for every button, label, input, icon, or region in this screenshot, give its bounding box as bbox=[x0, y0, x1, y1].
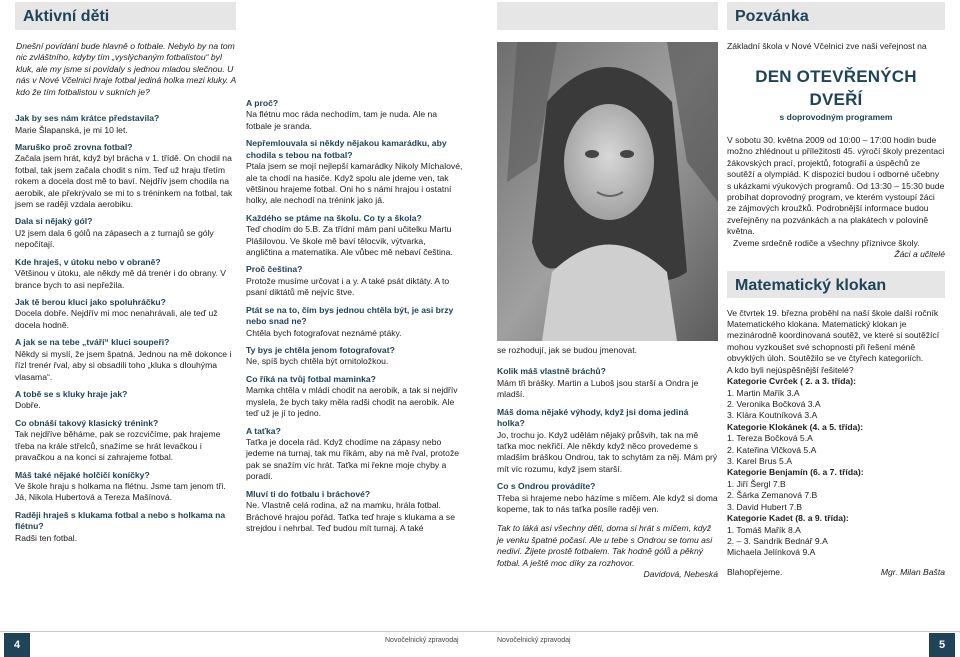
continued-text: se rozhodují, jak se budou jmenovat. bbox=[497, 345, 637, 355]
third-column bbox=[497, 345, 718, 581]
answer: Většinou v útoku, ale někdy mě dá trenér i do obrany. V brance bych to asi nepřežila. bbox=[15, 268, 226, 290]
answer: Marie Šlapanská, je mi 10 let. bbox=[15, 124, 128, 135]
author-signature: Mgr. Milan Bašta bbox=[880, 566, 945, 577]
question: Máš také nějaké holčičí koníčky? bbox=[15, 469, 150, 480]
footer-zpravodaj-right: Novočelnický zpravodaj bbox=[497, 637, 571, 644]
klokan-question: A kdo byli nejúspěšnější řešitelé? bbox=[727, 364, 854, 375]
closing-line bbox=[727, 567, 945, 581]
invite-line: Zveme srdečně rodiče a všechny příznivce školy. bbox=[733, 237, 920, 248]
question: Maruško proč zrovna fotbal? bbox=[15, 141, 133, 152]
klokan-intro: Ve čtvrtek 19. března proběhl na naší škole další ročník Matematického klokana. Matematický klokan je mezinárodně koordinovaná soutěž, ve které si soutěžící mohou vyzkoušet své schopnosti při řešení méně obvyklých úloh. Soutěžilo se ve čtyřech kategoriích. bbox=[727, 307, 940, 364]
interview-left bbox=[15, 113, 236, 544]
question: Dala si nějaký gól? bbox=[15, 216, 93, 227]
open-day-title: DEN OTEVŘENÝCH DVEŘÍ bbox=[755, 67, 917, 110]
question: Jak tě berou kluci jako spoluhráčku? bbox=[15, 297, 166, 308]
section-header-klokan: Matematický klokan bbox=[727, 271, 945, 298]
answer: Docela dobře. Nejdřív mi moc nenahrávali, ale teď už docela hodně. bbox=[15, 308, 218, 330]
list-item: 1. Tereza Bočková 5.A bbox=[727, 433, 813, 444]
list-item: 1. Jiří Šergl 7.B bbox=[727, 478, 786, 489]
section-header-pozvanka: Pozvánka bbox=[727, 2, 945, 30]
left-column bbox=[15, 0, 236, 550]
category-name: Kategorie Cvrček ( 2. a 3. třída): bbox=[727, 376, 856, 387]
question: A taťka? bbox=[246, 425, 281, 436]
list-item: 2. Veronika Bočková 3.A bbox=[727, 398, 821, 409]
congrats-text: Blahopřejeme. bbox=[727, 566, 783, 577]
question: Kolik máš vlastně bráchů? bbox=[497, 366, 606, 377]
answer: Ne, spíš bych chtěla být ornitoložkou. bbox=[246, 356, 389, 367]
question: A tobě se s kluky hraje jak? bbox=[15, 388, 128, 399]
list-item: 2. Kateřina Vlčková 5.A bbox=[727, 444, 817, 455]
category-name: Kategorie Benjamín (6. a 7. třída): bbox=[727, 467, 864, 478]
question: A jak se na tebe „tváří“ kluci soupeři? bbox=[15, 337, 170, 348]
answer: Na flétnu moc ráda nechodím, tam je nuda. Ale na fotbale je sranda. bbox=[246, 109, 438, 131]
right-column bbox=[727, 0, 945, 581]
answer: Ptala jsem se mojí nejlepší kamarádky Nikoly Míchalové, ale ta chodí na hasiče. Když spolu ale jdeme ven, tak většinou hrajeme fotbal. Oni ho s námi hrajou i ostatní holky, ale nechodí na trénink jako já. bbox=[246, 161, 463, 206]
question: A proč? bbox=[246, 98, 279, 108]
question: Mluví ti do fotbalu i bráchové? bbox=[246, 488, 371, 499]
answer: Chtěla bych fotografovat neznámé ptáky. bbox=[246, 327, 402, 338]
question: Proč čeština? bbox=[246, 264, 303, 275]
question: Jak by ses nám krátce představila? bbox=[15, 113, 160, 124]
list-item: 1. Tomáš Mařík 8.A bbox=[727, 524, 801, 535]
footer-zpravodaj-left: Novočelnický zpravodaj bbox=[385, 637, 459, 644]
answer: Někdy si myslí, že jsem špatná. Jednou na mě dokonce i řízl trenér řval, aby si obsadili toho „kluka s dlouhýma vlasama“. bbox=[15, 348, 232, 382]
answer: Třeba si hrajeme nebo házíme s míčem. Ale když si doma kopeme, tak to nás taťka posíle raději ven. bbox=[497, 492, 718, 515]
answer: Ne. Vlastně celá rodina, až na mamku, hrála fotbal. Bráchové hrajou pořád. Taťka teď hraje s klukama a se strejdou i nehrbal. Teď budou mít turnaj. A také bbox=[246, 500, 455, 533]
page-footer bbox=[0, 631, 960, 657]
question: Kde hraješ, v útoku nebo v obraně? bbox=[15, 256, 161, 267]
page-number-right: 5 bbox=[929, 633, 955, 657]
answer: Začala jsem hrát, když byl brácha v 1. třídě. On chodil na fotbal, tak jsem začala chodit s ním. Teď už hraju třetím rokem a docela dost mě to baví. Nejdřív jsem chodila na aerobik, ale překrývalo se mi to s tréninkem na fotbal, tak jsem se raději vzdala aerobiku. bbox=[15, 153, 233, 210]
question: Ptát se na to, čím bys jednou chtěla být, je asi brzy nebo snad ne? bbox=[246, 304, 454, 327]
question: Co říká na tvůj fotbal maminka? bbox=[246, 373, 376, 384]
answer: Taťka je docela rád. Když chodíme na zápasy nebo jedeme na turnaj, tak mu říkám, aby na mě řval, protože pak se snažím víc hrát. Taťka mi řekne moje chyby a poradí. bbox=[246, 436, 460, 482]
list-item: 3. David Hubert 7.B bbox=[727, 501, 802, 512]
answer: Ve škole hraju s holkama na flétnu. Jsme tam jenom tři. Já, Nikola Hubertová a Tereza Mašínová. bbox=[15, 480, 226, 503]
outro-text: Tak to láká asi všechny děti, doma si hrát s míčem, když je venku špatné počasí. Ale u tebe s Ondrou se tomu asi nediví. Žijete prostě fotbalem. Tak hodně gólů a pěkný fotbal. A ještě moc díky za rozhovor. bbox=[497, 523, 713, 568]
open-day-subtitle: s doprovodným programem bbox=[779, 111, 893, 122]
answer: Radši ten fotbal. bbox=[15, 532, 78, 543]
answer: Protože musíme určovat i a y. A také psát diktáty. A to psaní diktátů mě nejvíc štve. bbox=[246, 275, 450, 298]
answer: Tak nejdříve běháme, pak se rozcvičíme, pak hrajeme třeba na krále střelců, snažíme se hrát levačkou i pravačkou a na konci si zahrajeme fotbal. bbox=[15, 429, 221, 463]
photo-header-bar bbox=[497, 2, 718, 30]
list-item: 2. – 3. Sandrik Bednář 9.A bbox=[727, 536, 828, 547]
answer: Mám tři brášky. Martin a Luboš jsou starší a Ondra je mladší. bbox=[497, 377, 699, 400]
open-day-body: V sobotu 30. května 2009 od 10:00 – 17:00 hodin bude možno zhlédnout u příležitosti 45. výročí školy prezentaci žákovských prací, projektů, fotografií a úspěchů ze soutěží a olympiád. K dispozici budou i odborné učebny s ukázkami výukových programů. Od 13:30 – 15:30 bude probíhat doprovodný program, ve kterém vystoupí žáci ze zájmových kroužků. Podrobnější informace budou zveřejněny na pozvánkách a na plakátech v polovině května. bbox=[727, 134, 945, 237]
answer: Už jsem dala 6 gólů na zápasech a z turnajů se góly nepočítají. bbox=[15, 227, 214, 250]
intro-text: Dnešní povídání bude hlavně o fotbale. Nebylo by na tom nic zvláštního, kdyby tím „vyslýchaným fotbalistou“ byl kluk, ale my jsme si povídaly s jednou mladou slečnou. U nás v Nové Včelnici hraje fotbal jediná holka mezi kluky. A kdo že tím fotbalistou v sukních je? bbox=[16, 41, 236, 97]
page-number-left: 4 bbox=[4, 633, 30, 657]
question: Ty bys je chtěla jenom fotografovat? bbox=[246, 345, 395, 356]
school-line: Základní škola v Nové Včelnici zve naši veřejnost na bbox=[727, 41, 927, 51]
answer: Mamka chtěla v mládí chodit na aerobik, a tak si nejdřív myslela, že bych taky měla radši chodit na aerobik. Ale teď už je jí to jedno. bbox=[246, 385, 458, 419]
list-item: 3. Klára Koutníková 3.A bbox=[727, 410, 818, 421]
answer: Jo, trochu jo. Když udělám nějaký průšvih, tak na mě taťka moc nekřičí. Ale někdy když něco provedeme s mladším bráškou Ondrou, tak to schytám za něj. Mám prý mít víc rozumu, když jsem starší. bbox=[497, 429, 718, 474]
list-item: 1. Martin Mařík 3.A bbox=[727, 387, 800, 398]
article-signature: Davidová, Nebeská bbox=[643, 569, 718, 580]
category-name: Kategorie Klokánek (4. a 5. třída): bbox=[727, 421, 864, 432]
girl-portrait-image bbox=[497, 42, 718, 341]
question: Máš doma nějaké výhody, když jsi doma jediná holka? bbox=[497, 406, 689, 429]
answer: Teď chodím do 5.B. Za třídní mám paní učitelku Martu Plášilovou. Ve škole mě baví tělocvik, výtvarka, angličtina a matematika. Ale vůbec mě nebaví čeština. bbox=[246, 224, 453, 258]
question: Co s Ondrou provádíte? bbox=[497, 481, 596, 492]
category-name: Kategorie Kadet (8. a 9. třída): bbox=[727, 513, 849, 524]
question: Nepřemlouvala si někdy nějakou kamarádku, aby chodila s tebou na fotbal? bbox=[246, 138, 447, 160]
question: Raději hraješ s klukama fotbal a nebo s holkama na flétnu? bbox=[15, 509, 226, 532]
middle-column bbox=[246, 98, 464, 540]
invite-signature: Žáci a učitelé bbox=[894, 249, 945, 260]
question: Každého se ptáme na školu. Co ty a škola? bbox=[246, 212, 422, 223]
section-header: Aktivní děti bbox=[15, 2, 236, 30]
list-item: 3. Karel Brus 5.A bbox=[727, 456, 792, 467]
list-item: 2. Šárka Zemanová 7.B bbox=[727, 490, 818, 501]
answer: Dobře. bbox=[15, 400, 41, 411]
category-list bbox=[727, 376, 945, 559]
question: Co obnáší takový klasický trénink? bbox=[15, 417, 159, 428]
portrait-photo bbox=[497, 42, 718, 341]
list-item: Michaela Jelínková 9.A bbox=[727, 547, 816, 558]
